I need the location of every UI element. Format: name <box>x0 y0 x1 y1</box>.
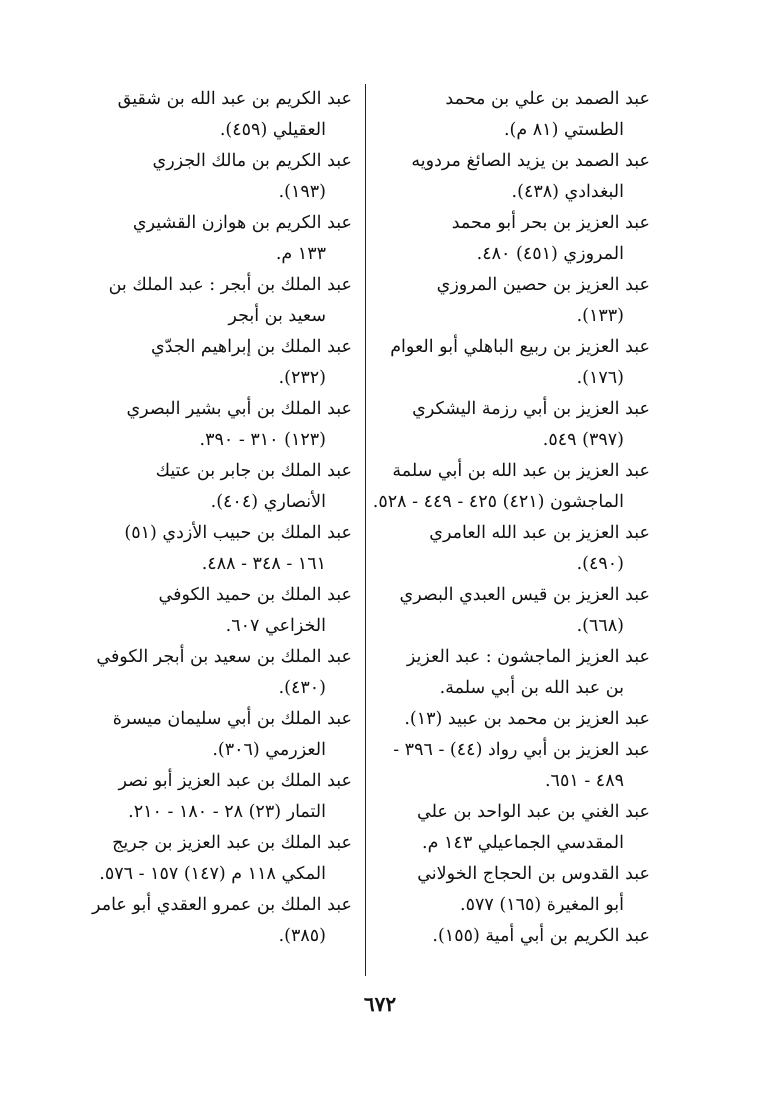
entry-name: عبد الصمد بن علي بن محمد <box>445 89 650 109</box>
entry-continuation: ١٣٣ م. <box>275 244 326 264</box>
index-entry <box>372 921 650 952</box>
index-entry <box>372 797 650 859</box>
entry-name: عبد العزيز بن حصين المروزي <box>436 275 650 295</box>
entry-name: عبد الملك بن عبد العزيز بن جريج <box>112 833 352 853</box>
index-entry <box>52 890 352 952</box>
entry-name: عبد العزيز بن قيس العبدي البصري <box>399 585 650 605</box>
entry-continuation: (٣٩٧) ٥٤٩. <box>542 430 624 450</box>
entry-name: عبد الغني بن عبد الواحد بن علي <box>416 802 650 822</box>
index-entry <box>52 394 352 456</box>
entry-continuation: (٣٨٥). <box>278 926 326 946</box>
index-entry <box>372 146 650 208</box>
entry-name: عبد القدوس بن الحجاج الخولاني <box>417 864 650 884</box>
index-entry <box>52 84 352 146</box>
entry-continuation: (١٣٣). <box>576 306 624 326</box>
entry-continuation: العزرمي (٣٠٦). <box>212 740 326 760</box>
index-entry <box>52 642 352 704</box>
index-entry <box>372 208 650 270</box>
entry-name: عبد الملك بن عمرو العقدي أبو عامر <box>92 895 352 915</box>
entry-continuation: المكي ١١٨ م (١٤٧) ١٥٧ - ٥٧٦. <box>99 864 326 884</box>
entry-continuation: (١٢٣) ٣١٠ - ٣٩٠. <box>199 430 326 450</box>
entry-continuation: الماجشون (٤٢١) ٤٢٥ - ٤٤٩ - ٥٢٨. <box>372 492 624 512</box>
index-entry <box>372 394 650 456</box>
entry-continuation: (٤٣٠). <box>278 678 326 698</box>
page-number: ٦٧٢ <box>363 992 397 1016</box>
entry-name: عبد الملك بن أبي بشير البصري <box>126 399 352 419</box>
index-entry <box>372 642 650 704</box>
entry-continuation: سعيد بن أبجر <box>228 306 326 326</box>
index-entry <box>372 270 650 332</box>
entry-continuation: التمار (٢٣) ٢٨ - ١٨٠ - ٢١٠. <box>128 802 326 822</box>
entry-name: عبد العزيز بن ربيع الباهلي أبو العوام <box>390 337 650 357</box>
index-entry <box>52 270 352 332</box>
index-entry <box>52 146 352 208</box>
entry-name: عبد العزيز الماجشون : عبد العزيز <box>406 647 650 667</box>
entry-name: عبد العزيز بن أبي رواد (٤٤) - ٣٩٦ - <box>393 740 650 760</box>
index-entry <box>372 518 650 580</box>
entry-continuation: المروزي (٤٥١) ٤٨٠. <box>476 244 624 264</box>
entry-continuation: (٤٩٠). <box>576 554 624 574</box>
index-entry <box>372 332 650 394</box>
entry-continuation: الخزاعي ٦٠٧. <box>225 616 326 636</box>
column-divider <box>365 84 366 976</box>
entry-name: عبد العزيز بن عبد الله العامري <box>429 523 650 543</box>
right-column <box>372 84 650 952</box>
left-column <box>52 84 352 952</box>
index-entry <box>52 332 352 394</box>
entry-continuation: الأنصاري (٤٠٤). <box>210 492 326 512</box>
index-entry <box>52 208 352 270</box>
entry-name: عبد الصمد بن يزيد الصائغ مردويه <box>411 151 650 171</box>
index-entry <box>52 456 352 518</box>
entry-name: عبد الكريم بن أبي أمية (١٥٥). <box>432 926 650 946</box>
index-entry <box>52 766 352 828</box>
entry-continuation: بن عبد الله بن أبي سلمة. <box>439 678 624 698</box>
entry-name: عبد الملك بن جابر بن عتيك <box>155 461 352 481</box>
index-entry <box>372 84 650 146</box>
index-entry <box>372 456 650 518</box>
entry-name: عبد العزيز بن عبد الله بن أبي سلمة <box>392 461 650 481</box>
entry-name: عبد الملك بن حبيب الأزدي (٥١) <box>124 523 352 543</box>
index-entry <box>52 704 352 766</box>
entry-name: عبد الملك بن إبراهيم الجدّي <box>151 337 352 357</box>
entry-continuation: (٢٣٢). <box>278 368 326 388</box>
entry-continuation: ٤٨٩ - ٦٥١. <box>544 771 624 791</box>
entry-name: عبد الكريم بن هوازن القشيري <box>132 213 352 233</box>
index-entry <box>372 580 650 642</box>
entry-continuation: (١٧٦). <box>576 368 624 388</box>
index-entry <box>372 704 650 735</box>
index-entry <box>52 828 352 890</box>
entry-continuation: البغدادي (٤٣٨). <box>511 182 624 202</box>
entry-continuation: (١٩٣). <box>278 182 326 202</box>
entry-continuation: أبو المغيرة (١٦٥) ٥٧٧. <box>460 895 624 915</box>
entry-name: عبد الملك بن سعيد بن أبجر الكوفي <box>96 647 352 667</box>
entry-continuation: ١٦١ - ٣٤٨ - ٤٨٨. <box>201 554 326 574</box>
entry-name: عبد الملك بن حميد الكوفي <box>158 585 352 605</box>
entry-name: عبد العزيز بن أبي رزمة اليشكري <box>412 399 650 419</box>
entry-continuation: المقدسي الجماعيلي ١٤٣ م. <box>422 833 624 853</box>
index-entry <box>372 859 650 921</box>
entry-name: عبد العزيز بن بحر أبو محمد <box>451 213 650 233</box>
entry-name: عبد الكريم بن مالك الجزري <box>152 151 352 171</box>
entry-name: عبد الملك بن أبجر : عبد الملك بن <box>108 275 352 295</box>
index-entry <box>372 735 650 797</box>
entry-name: عبد الكريم بن عبد الله بن شقيق <box>117 89 352 109</box>
index-entry <box>52 580 352 642</box>
index-entry <box>52 518 352 580</box>
entry-name: عبد الملك بن أبي سليمان ميسرة <box>112 709 352 729</box>
entry-name: عبد الملك بن عبد العزيز أبو نصر <box>118 771 352 791</box>
entry-continuation: (٦٦٨). <box>576 616 624 636</box>
entry-name: عبد العزيز بن محمد بن عبيد (١٣). <box>404 709 650 729</box>
entry-continuation: الطستي (٨١ م). <box>503 120 624 140</box>
entry-continuation: العقيلي (٤٥٩). <box>219 120 326 140</box>
